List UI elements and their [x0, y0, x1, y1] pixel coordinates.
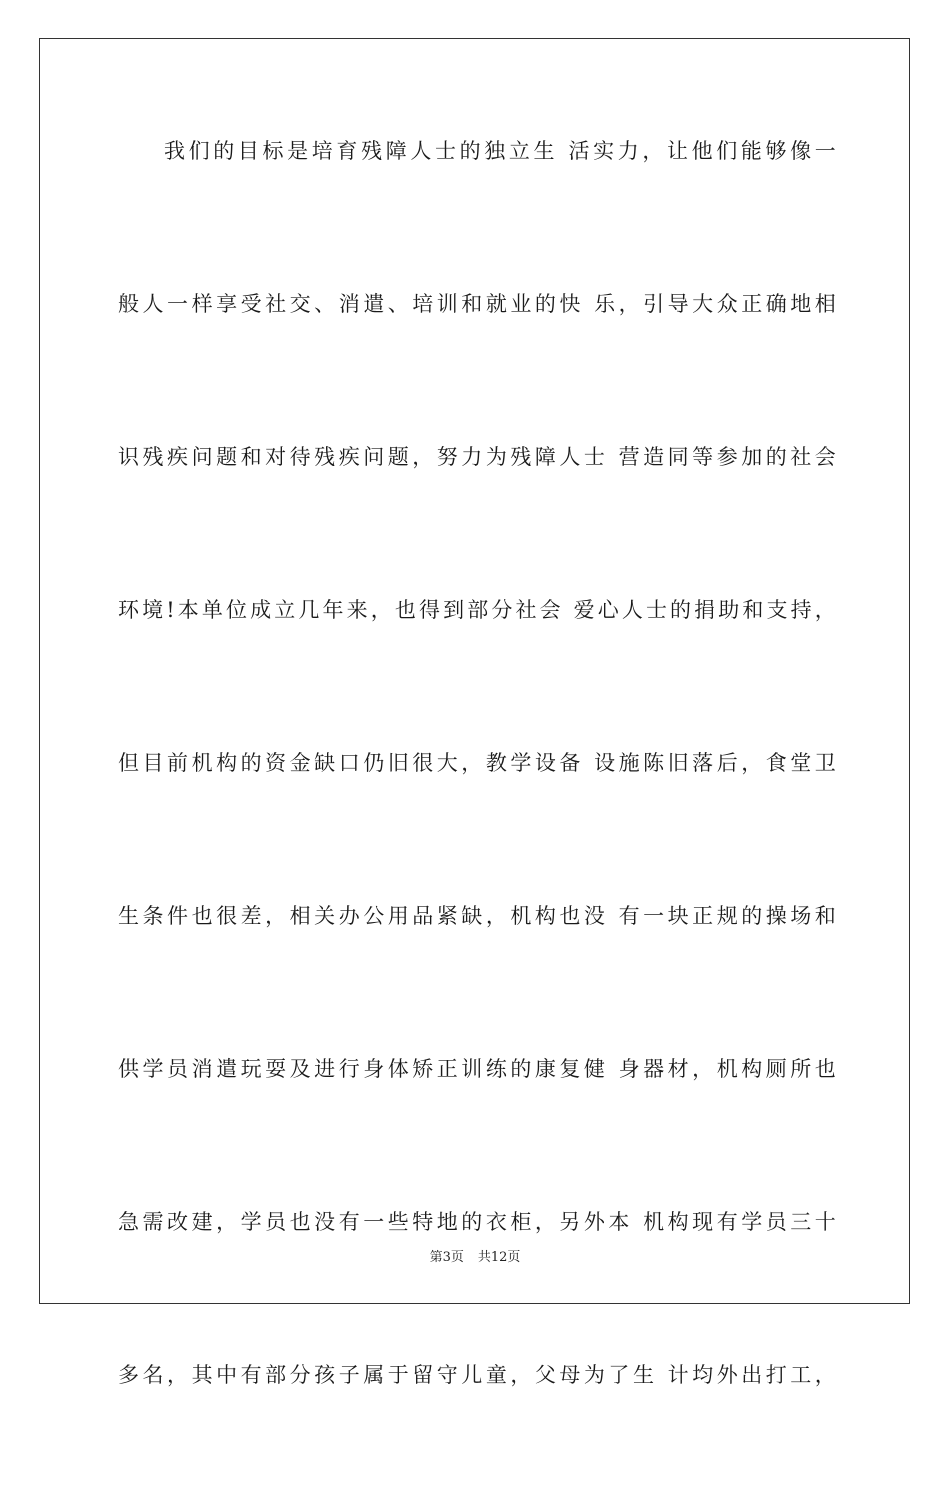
page-number: 第3页	[429, 1250, 464, 1265]
page-total: 共12页	[477, 1250, 521, 1265]
paragraph-line-5: 但目前机构的资金缺口仍旧很大，教学设备 设施陈旧落后，食堂卫	[118, 751, 838, 775]
paragraph-line-1: 我们的目标是培育残障人士的独立生 活实力，让他们能够像一	[164, 139, 838, 163]
document-body	[118, 128, 838, 1505]
paragraph-line-7: 供学员消遣玩耍及进行身体矫正训练的康复健 身器材，机构厕所也	[118, 1057, 838, 1081]
paragraph-line-3: 识残疾问题和对待残疾问题，努力为残障人士 营造同等参加的社会	[118, 445, 838, 469]
paragraph-line-2: 般人一样享受社交、消遣、培训和就业的快 乐，引导大众正确地相	[118, 292, 838, 316]
page-footer	[0, 1246, 950, 1265]
paragraph-line-9: 多名，其中有部分孩子属于留守儿童，父母为了生 计均外出打工，	[118, 1363, 838, 1387]
paragraph-line-8: 急需改建，学员也没有一些特地的衣柜，另外本 机构现有学员三十	[118, 1210, 838, 1234]
paragraph-line-4: 环境!本单位成立几年来，也得到部分社会 爱心人士的捐助和支持，	[118, 598, 838, 622]
paragraph-line-6: 生条件也很差，相关办公用品紧缺，机构也没 有一块正规的操场和	[118, 904, 838, 928]
